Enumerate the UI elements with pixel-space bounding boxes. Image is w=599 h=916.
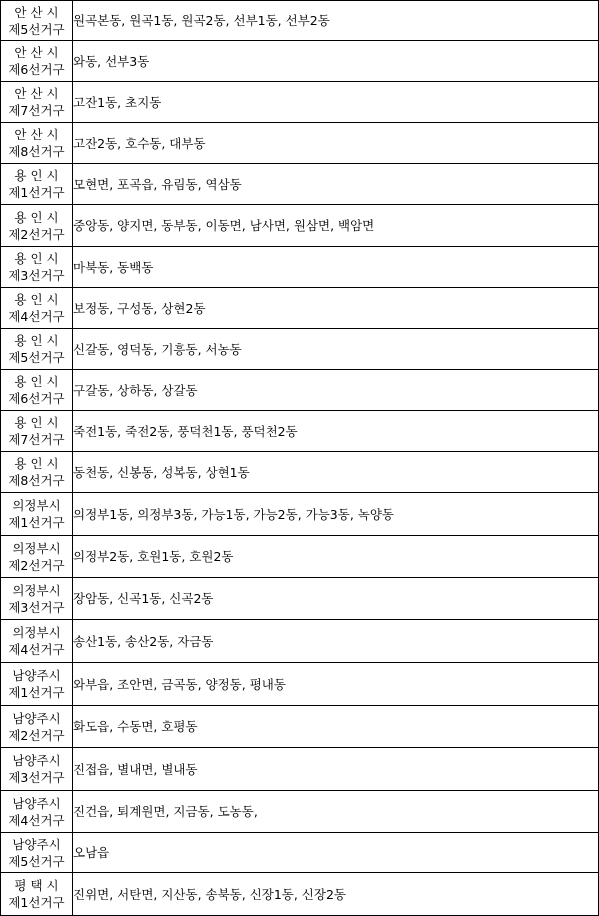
district-areas-cell: 신갈동, 영덕동, 기흥동, 서농동 [73,329,599,370]
table-row [1,329,599,370]
city-name: 남양주시 [12,710,61,726]
district-number: 제2선거구 [8,557,65,573]
table-row [1,706,599,748]
district-table-body [1,1,599,916]
district-number: 제5선거구 [8,350,65,365]
district-areas-cell: 의정부2동, 호원1동, 호원2동 [73,536,599,578]
district-number: 제5선거구 [8,853,65,869]
city-name: 의정부시 [12,540,61,556]
city-name: 안 산 시 [14,45,59,60]
district-number: 제7선거구 [8,103,65,118]
district-name-cell [1,205,73,247]
city-name: 용 인 시 [14,168,59,183]
table-row [1,873,599,916]
district-areas-cell: 고잔2동, 호수동, 대부동 [73,123,599,164]
district-name-cell [1,123,73,164]
table-row [1,791,599,833]
city-name: 용 인 시 [14,415,59,430]
district-number: 제3선거구 [8,599,65,615]
district-name-cell [1,452,73,493]
district-name-cell [1,706,73,748]
district-areas-cell: 보정동, 구성동, 상현2동 [73,288,599,329]
city-name: 남양주시 [12,836,61,852]
city-name: 용 인 시 [14,333,59,348]
district-name-cell [1,493,73,536]
district-name-cell [1,536,73,578]
district-name-cell [1,578,73,620]
district-areas-cell: 중앙동, 양지면, 동부동, 이동면, 남사면, 원삼면, 백암면 [73,205,599,247]
table-row [1,164,599,205]
district-areas-cell: 원곡본동, 원곡1동, 원곡2동, 선부1동, 선부2동 [73,1,599,41]
district-number: 제3선거구 [8,268,65,283]
district-number: 제4선거구 [8,642,65,657]
table-row [1,82,599,123]
city-name: 용 인 시 [14,209,59,225]
district-name-cell [1,370,73,411]
table-row [1,663,599,706]
city-name: 안 산 시 [14,86,59,101]
district-number: 제3선거구 [8,770,65,785]
city-name: 안 산 시 [14,4,59,20]
city-name: 남양주시 [12,795,61,811]
district-name-cell [1,329,73,370]
table-row [1,370,599,411]
district-areas-cell: 모현면, 포곡읍, 유림동, 역삼동 [73,164,599,205]
district-number: 제1선거구 [8,515,65,530]
table-row [1,411,599,452]
district-number: 제8선거구 [8,473,65,488]
table-row [1,748,599,791]
district-areas-cell: 진접읍, 별내면, 별내동 [73,748,599,791]
district-areas-cell: 진건읍, 퇴계원면, 지금동, 도농동, [73,791,599,833]
district-areas-cell: 화도읍, 수동면, 호평동 [73,706,599,748]
district-areas-cell: 진위면, 서탄면, 지산동, 송북동, 신장1동, 신장2동 [73,873,599,916]
city-name: 안 산 시 [14,127,59,142]
district-areas-cell: 장암동, 신곡1동, 신곡2동 [73,578,599,620]
city-name: 의정부시 [12,625,61,640]
district-name-cell [1,873,73,916]
district-areas-cell: 송산1동, 송산2동, 자금동 [73,620,599,663]
district-name-cell [1,663,73,706]
district-number: 제6선거구 [8,62,65,77]
district-areas-cell: 구갈동, 상하동, 상갈동 [73,370,599,411]
table-row [1,536,599,578]
city-name: 용 인 시 [14,251,59,266]
table-row [1,205,599,247]
district-number: 제2선거구 [8,226,65,242]
district-number: 제4선거구 [8,309,65,324]
district-number: 제2선거구 [8,727,65,743]
table-row [1,41,599,82]
district-name-cell [1,164,73,205]
city-name: 용 인 시 [14,374,59,389]
district-name-cell [1,620,73,663]
district-areas-cell: 의정부1동, 의정부3동, 가능1동, 가능2동, 가능3동, 녹양동 [73,493,599,536]
district-name-cell [1,748,73,791]
city-name: 용 인 시 [14,292,59,307]
district-name-cell [1,82,73,123]
district-number: 제5선거구 [8,21,65,37]
district-areas-cell: 오남읍 [73,833,599,873]
city-name: 의정부시 [12,582,61,598]
district-name-cell [1,247,73,288]
district-number: 제8선거구 [8,144,65,159]
table-row [1,123,599,164]
district-name-cell [1,41,73,82]
district-name-cell [1,1,73,41]
table-row [1,833,599,873]
district-number: 제6선거구 [8,391,65,406]
table-row [1,1,599,41]
district-areas-cell: 동천동, 신봉동, 성복동, 상현1동 [73,452,599,493]
table-row [1,493,599,536]
city-name: 평 택 시 [14,878,59,893]
table-row [1,452,599,493]
district-areas-cell: 와동, 선부3동 [73,41,599,82]
district-number: 제1선거구 [8,685,65,700]
district-number: 제1선거구 [8,895,65,910]
district-number: 제1선거구 [8,185,65,200]
district-number: 제4선거구 [8,812,65,828]
district-areas-cell: 죽전1동, 죽전2동, 풍덕천1동, 풍덕천2동 [73,411,599,452]
city-name: 남양주시 [12,753,61,768]
district-name-cell [1,288,73,329]
table-row [1,247,599,288]
city-name: 남양주시 [12,668,61,683]
table-row [1,288,599,329]
district-areas-cell: 마북동, 동백동 [73,247,599,288]
district-number: 제7선거구 [8,432,65,447]
city-name: 용 인 시 [14,456,59,471]
district-name-cell [1,833,73,873]
city-name: 의정부시 [12,498,61,513]
table-row [1,620,599,663]
district-areas-cell: 와부읍, 조안면, 금곡동, 양정동, 평내동 [73,663,599,706]
district-name-cell [1,411,73,452]
table-row [1,578,599,620]
district-name-cell [1,791,73,833]
district-areas-cell: 고잔1동, 초지동 [73,82,599,123]
